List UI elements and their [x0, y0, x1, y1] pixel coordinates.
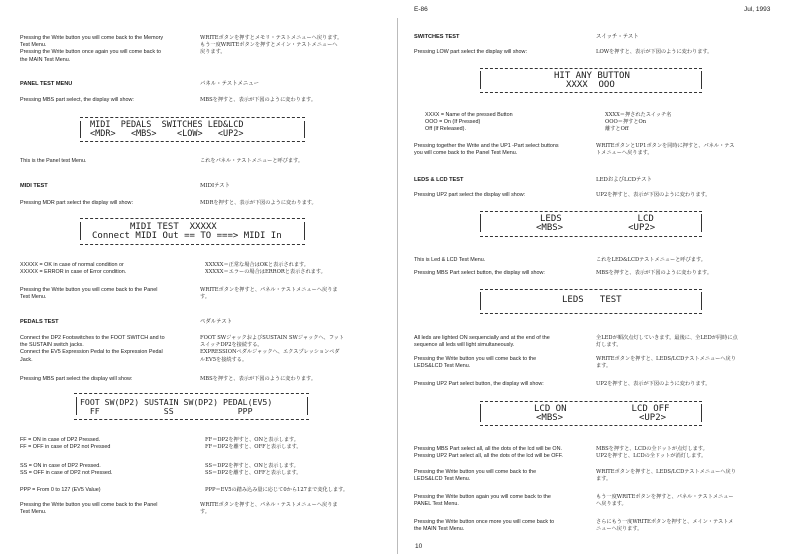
lcd-right-border: [701, 404, 702, 422]
switches-instruction: Pressing LOW part select the display will show:: [414, 49, 527, 55]
midi-test-title-jp: MIDIテスト: [200, 183, 231, 189]
page-code: E-86: [414, 6, 428, 13]
midi-back-note-jp: WRITEボタンを押すと、パネル・テストメニューへ戻りま す。: [200, 287, 338, 301]
pedals-test-title-jp: ペダルテスト: [200, 319, 233, 325]
panel-lcd-line2: <MDR> <MBS> <LOW> <UP2>: [90, 129, 244, 139]
switches-instruction-jp: LOWを押すと、表示が下図のように変わります。: [596, 49, 713, 55]
lcd-top-border: [480, 68, 702, 69]
panel-test-title: PANEL TEST MENU: [20, 81, 73, 87]
lcd-bottom-border: [80, 141, 305, 142]
leds-test-lcd-line1: LEDS TEST: [562, 295, 622, 305]
leds-instruction: Pressing UP2 part select the display will show:: [414, 192, 526, 198]
main-back-note-jp: さらにもう一度WRITEボタンを押すと、メイン・テストメ ニューへ戻ります。: [596, 519, 734, 533]
midi-instruction: Pressing MDR part select the display will show:: [20, 200, 133, 206]
leds-back-note: Pressing the Write button you will come back to the LEDS&LCD Test Menu.: [414, 356, 537, 370]
pedals-lcd-line1: FOOT SW(DP2) SUSTAIN SW(DP2) PEDAL(EV5): [80, 397, 273, 407]
lcd-top-border: [480, 401, 702, 402]
pedals-lcd-line2: FF SS PPP: [80, 406, 253, 416]
intro-text-jp: WRITEボタンを押すとメモリ・テストメニューへ戻ります。 もう一度WRITEボタンを押すとメイン・テストメニューへ 戻ります。: [200, 35, 343, 56]
page-date: Jul, 1993: [744, 6, 771, 13]
leds-menu-lcd-line2: <MBS> <UP2>: [536, 223, 656, 233]
pedals-back-note-jp: WRITEボタンを押すと、パネル・テストメニューへ戻りま す。: [200, 502, 338, 516]
panel-menu-note: This is the Panel test Menu.: [20, 158, 87, 164]
lcd-dots-note-jp: MBSを押すと、LCDの全ドットが点灯します。 UP2を押すと、LCDの全ドットが消灯します。: [596, 446, 708, 460]
panel-back-note-jp: もう一度WRITEボタンを押すと、パネル・テストメニュー へ戻ります。: [596, 494, 734, 508]
switches-lcd-line1: HIT ANY BUTTON: [554, 71, 630, 81]
midi-back-note: Pressing the Write button you will come back to the Panel Test Menu.: [20, 287, 158, 301]
lcd-left-border: [480, 71, 481, 89]
lcd-bottom-border: [80, 244, 305, 245]
lcd-right-border: [701, 292, 702, 310]
lcd-bottom-border: [480, 425, 702, 426]
leds-menu-note-jp: これをLED&LCDテストメニューと呼びます。: [596, 257, 706, 263]
switches-back-note: Pressing together the Write and the UP1 -Part select buttons you will come back to the Panel Test Menu.: [414, 143, 559, 157]
lcd-left-border: [80, 222, 81, 240]
intro-text-en: Pressing the Write button you will come back to the Memory Test Menu. Pressing the Write button once again you will come back to the MAIN Test Menu.: [20, 35, 164, 63]
leds-sequence-note: All leds are lighted ON sequencially and at the end of the sequence all leds will light simultaneously.: [414, 335, 550, 349]
lcd-right-border: [304, 222, 305, 240]
ppp-note: PPP = From 0 to 127 (EV5 Value): [20, 487, 101, 493]
lcd-right-border: [701, 71, 702, 89]
leds-menu-note: This is Led & LCD Test Menu.: [414, 257, 486, 263]
leds-lcd-test-title-jp: LEDおよびLCDテスト: [596, 177, 652, 183]
ss-note: SS = ON in case of DP2 Pressed. SS = OFF in case of DP2 not Pressed.: [20, 463, 113, 477]
lcd-back-note: Pressing the Write button you will come back to the LEDS&LCD Test Menu.: [414, 469, 537, 483]
lcd-top-border: [80, 218, 305, 219]
switches-test-title: SWITCHES TEST: [414, 34, 460, 40]
lcd-onoff-lcd-line1: LCD ON LCD OFF: [534, 404, 670, 414]
lcd-left-border: [480, 214, 481, 232]
switches-legend: XXXX = Name of the pressed Button OOO = On (If Pressed) Off (If Released).: [425, 112, 513, 133]
ff-note: FF = ON in case of DP2 Pressed. FF = OFF in case of DP2 not Pressed: [20, 437, 111, 451]
midi-lcd-line2: Connect MIDI Out == TO ===> MIDI In: [92, 231, 282, 241]
midi-status-note: XXXXX = OK in case of normal condition or XXXXX = ERROR in case of Error condition.: [20, 262, 127, 276]
lcd-left-border: [80, 121, 81, 138]
pedals-description-jp: FOOT SWジャックおよびSUSTAIN SWジャックへ、フット スイッチDP2を接続する。 EXPRESSIONペダルジャックへ、エクスプレッションペダ ルEV5を接続する。: [200, 335, 345, 363]
leds-instruction-3: Pressing UP2 Part select button, the display will show:: [414, 381, 544, 387]
lcd-left-border: [480, 292, 481, 310]
ppp-note-jp: PPP＝EV5の踏み込み量に応じて0から127まで変化します。: [205, 487, 349, 493]
panel-instruction: Pressing MBS part select, the display will show:: [20, 97, 134, 103]
leds-instruction-jp: UP2を押すと、表示が下図のように変わります。: [596, 192, 711, 198]
switches-legend-jp: XXXX＝押されたスイッチ名 OOO＝押すとOn 離すとOff: [605, 112, 672, 133]
lcd-right-border: [307, 397, 308, 415]
lcd-left-border: [480, 404, 481, 422]
switches-back-note-jp: WRITEボタンとUP1ボタンを同時に押すと、パネル・テス トメニューへ戻ります。: [596, 143, 735, 157]
panel-back-note: Pressing the Write button again you will come back to the PANEL Test Menu.: [414, 494, 551, 508]
ff-note-jp: FF＝DP2を押すと、ONと表示します。 FF＝DP2を離すと、OFFと表示します。: [205, 437, 302, 451]
lcd-bottom-border: [480, 92, 702, 93]
leds-menu-lcd-line1: LEDS LCD: [540, 214, 654, 224]
lcd-left-border: [76, 397, 77, 415]
midi-lcd-line1: MIDI TEST XXXXX: [130, 222, 217, 232]
midi-test-title: MIDI TEST: [20, 183, 48, 189]
lcd-dots-note: Pressing MBS Part select all, all the dots of the lcd will be ON. Pressing UP2 Part select all, all the dots of the lcd will be OFF.: [414, 446, 563, 460]
lcd-onoff-lcd-line2: <MBS> <UP2>: [536, 413, 667, 423]
pedals-instruction-jp: MBSを押すと、表示が下図のように変わります。: [200, 376, 317, 382]
midi-status-note-jp: XXXXX＝正常な場合はOKと表示されます。 XXXXX＝エラーの場合はERRORと表示されます。: [205, 262, 326, 276]
leds-instruction-3-jp: UP2を押すと、表示が下図のように変わります。: [596, 381, 711, 387]
lcd-bottom-border: [480, 313, 702, 314]
leds-sequence-note-jp: 全LEDが順次点灯していきます。最後に、全LEDが同時に点 灯します。: [596, 335, 738, 349]
lcd-top-border: [480, 289, 702, 290]
lcd-bottom-border: [480, 236, 702, 237]
lcd-bottom-border: [74, 419, 309, 420]
leds-instruction-2-jp: MBSを押すと、表示が下図のように変わります。: [596, 270, 713, 276]
panel-instruction-jp: MBSを押すと、表示が下図のように変わります。: [200, 97, 317, 103]
lcd-back-note-jp: WRITEボタンを押すと、LEDS/LCDテストメニューへ戻り ます。: [596, 469, 736, 483]
leds-instruction-2: Pressing MBS Part select button, the display will show:: [414, 270, 545, 276]
lcd-right-border: [701, 214, 702, 232]
pedals-instruction: Pressing MBS part select the display will show:: [20, 376, 133, 382]
pedals-test-title: PEDALS TEST: [20, 319, 59, 325]
switches-test-title-jp: スイッチ・テスト: [596, 34, 639, 40]
page-number: 10: [415, 543, 423, 550]
leds-lcd-test-title: LEDS & LCD TEST: [414, 177, 464, 183]
panel-test-title-jp: パネル・テストメニュー: [200, 81, 260, 87]
pedals-description: Connect the DP2 Footswitches to the FOOT SWITCH and to the SUSTAIN switch jacks. Connect the EV5 Expression Pedal to the Expression Pedal Jack.: [20, 335, 165, 363]
panel-lcd-line1: MIDI PEDALS SWITCHES LED&LCD: [90, 120, 244, 130]
lcd-right-border: [304, 121, 305, 138]
lcd-top-border: [74, 393, 309, 394]
pedals-back-note: Pressing the Write button you will come back to the Panel Test Menu.: [20, 502, 158, 516]
main-back-note: Pressing the Write button once more you will come back to the MAIN Test Menu.: [414, 519, 555, 533]
leds-back-note-jp: WRITEボタンを押すと、LEDS/LCDテストメニューへ戻り ます。: [596, 356, 736, 370]
column-divider: [397, 18, 398, 554]
switches-lcd-line2: XXXX OOO: [566, 80, 615, 90]
panel-menu-note-jp: これをパネル・テストメニューと呼びます。: [200, 158, 304, 164]
lcd-top-border: [80, 117, 305, 118]
ss-note-jp: SS＝DP2を押すと、ONと表示します。 SS＝DP2を離すと、OFFと表示します。: [205, 463, 302, 477]
lcd-top-border: [480, 211, 702, 212]
midi-instruction-jp: MDRを押すと、表示が下図のように変わります。: [200, 200, 317, 206]
